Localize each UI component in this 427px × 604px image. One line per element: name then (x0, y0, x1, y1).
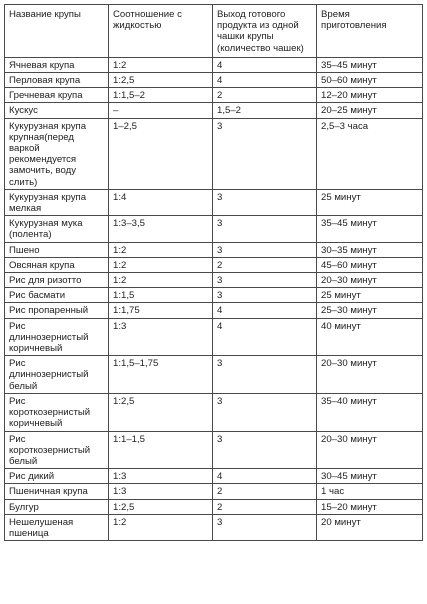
cell-yield: 4 (213, 303, 317, 318)
table-row (5, 57, 423, 72)
table-row (5, 288, 423, 303)
cell-grain-name: Кукурузная крупа крупная(перед варкой рекомендуется замочить, воду слить) (5, 118, 109, 189)
cell-liquid-ratio: 1:3–3,5 (109, 216, 213, 242)
table-row (5, 356, 423, 394)
cell-cooking-time: 35–40 минут (317, 393, 423, 431)
cell-yield: 4 (213, 469, 317, 484)
cell-cooking-time: 25 минут (317, 189, 423, 215)
cell-liquid-ratio: 1:1,5–2 (109, 88, 213, 103)
cell-grain-name: Рис короткозернистый коричневый (5, 393, 109, 431)
cell-grain-name: Рис басмати (5, 288, 109, 303)
table-row (5, 88, 423, 103)
table-row (5, 242, 423, 257)
cell-cooking-time: 2,5–3 часа (317, 118, 423, 189)
cell-liquid-ratio: 1:2,5 (109, 393, 213, 431)
table-row (5, 318, 423, 356)
cell-cooking-time: 40 минут (317, 318, 423, 356)
cell-grain-name: Овсяная крупа (5, 257, 109, 272)
table-row (5, 469, 423, 484)
cell-cooking-time: 20–25 минут (317, 103, 423, 118)
cell-grain-name: Рис дикий (5, 469, 109, 484)
cell-grain-name: Рис длиннозернистый белый (5, 356, 109, 394)
table-row (5, 514, 423, 540)
cell-liquid-ratio: 1:2 (109, 57, 213, 72)
cell-yield: 4 (213, 318, 317, 356)
table-row (5, 103, 423, 118)
cell-cooking-time: 50–60 минут (317, 73, 423, 88)
table-row (5, 273, 423, 288)
cell-liquid-ratio: 1:2,5 (109, 499, 213, 514)
cell-grain-name: Рис длиннозернистый коричневый (5, 318, 109, 356)
cell-cooking-time: 35–45 минут (317, 216, 423, 242)
cell-yield: 4 (213, 57, 317, 72)
cell-yield: 3 (213, 118, 317, 189)
cell-yield: 3 (213, 189, 317, 215)
table-header (5, 5, 423, 58)
cell-liquid-ratio: 1:1,5 (109, 288, 213, 303)
cell-yield: 2 (213, 499, 317, 514)
cell-grain-name: Нешелушеная пшеница (5, 514, 109, 540)
header-yield: Выход готового продукта из одной чашки крупы (количество чашек) (213, 5, 317, 58)
cell-liquid-ratio: 1:3 (109, 469, 213, 484)
cell-yield: 3 (213, 216, 317, 242)
header-liquid-ratio: Соотношение с жидкостью (109, 5, 213, 58)
cell-yield: 3 (213, 393, 317, 431)
table-row (5, 484, 423, 499)
cell-yield: 3 (213, 431, 317, 469)
header-row (5, 5, 423, 58)
cell-cooking-time: 30–35 минут (317, 242, 423, 257)
cell-grain-name: Перловая крупа (5, 73, 109, 88)
table-row (5, 499, 423, 514)
cell-liquid-ratio: 1:2 (109, 242, 213, 257)
cell-liquid-ratio: 1–2,5 (109, 118, 213, 189)
cell-liquid-ratio: 1:4 (109, 189, 213, 215)
cell-liquid-ratio: – (109, 103, 213, 118)
cell-grain-name: Рис короткозернистый белый (5, 431, 109, 469)
cell-grain-name: Пшено (5, 242, 109, 257)
table-row (5, 118, 423, 189)
cell-grain-name: Рис пропаренный (5, 303, 109, 318)
cell-cooking-time: 15–20 минут (317, 499, 423, 514)
cell-yield: 2 (213, 484, 317, 499)
table-row (5, 73, 423, 88)
cell-yield: 3 (213, 514, 317, 540)
cell-grain-name: Кускус (5, 103, 109, 118)
table-row (5, 216, 423, 242)
cell-yield: 3 (213, 273, 317, 288)
cell-cooking-time: 35–45 минут (317, 57, 423, 72)
grain-cooking-table (4, 4, 423, 541)
cell-grain-name: Рис для ризотто (5, 273, 109, 288)
cell-liquid-ratio: 1:3 (109, 484, 213, 499)
cell-liquid-ratio: 1:1,5–1,75 (109, 356, 213, 394)
cell-liquid-ratio: 1:1–1,5 (109, 431, 213, 469)
cell-grain-name: Гречневая крупа (5, 88, 109, 103)
cell-yield: 4 (213, 73, 317, 88)
table-row (5, 393, 423, 431)
cell-grain-name: Кукурузная крупа мелкая (5, 189, 109, 215)
cell-grain-name: Ячневая крупа (5, 57, 109, 72)
cell-liquid-ratio: 1:2,5 (109, 73, 213, 88)
cell-cooking-time: 20–30 минут (317, 431, 423, 469)
cell-cooking-time: 25 минут (317, 288, 423, 303)
cell-grain-name: Кукурузная мука (полента) (5, 216, 109, 242)
table-row (5, 189, 423, 215)
cell-grain-name: Пшеничная крупа (5, 484, 109, 499)
cell-yield: 2 (213, 257, 317, 272)
cell-cooking-time: 30–45 минут (317, 469, 423, 484)
cell-yield: 2 (213, 88, 317, 103)
table-row (5, 257, 423, 272)
table-row (5, 303, 423, 318)
cell-cooking-time: 20–30 минут (317, 356, 423, 394)
cell-cooking-time: 45–60 минут (317, 257, 423, 272)
cell-yield: 1,5–2 (213, 103, 317, 118)
cell-cooking-time: 12–20 минут (317, 88, 423, 103)
cell-yield: 3 (213, 242, 317, 257)
cell-cooking-time: 20 минут (317, 514, 423, 540)
cell-cooking-time: 25–30 минут (317, 303, 423, 318)
cell-yield: 3 (213, 356, 317, 394)
cell-yield: 3 (213, 288, 317, 303)
header-grain-name: Название крупы (5, 5, 109, 58)
cell-liquid-ratio: 1:3 (109, 318, 213, 356)
header-cooking-time: Время приготовления (317, 5, 423, 58)
cell-liquid-ratio: 1:2 (109, 257, 213, 272)
cell-liquid-ratio: 1:2 (109, 514, 213, 540)
cell-liquid-ratio: 1:1,75 (109, 303, 213, 318)
cell-liquid-ratio: 1:2 (109, 273, 213, 288)
table-row (5, 431, 423, 469)
table-body (5, 57, 423, 540)
cell-grain-name: Булгур (5, 499, 109, 514)
cell-cooking-time: 20–30 минут (317, 273, 423, 288)
cell-cooking-time: 1 час (317, 484, 423, 499)
